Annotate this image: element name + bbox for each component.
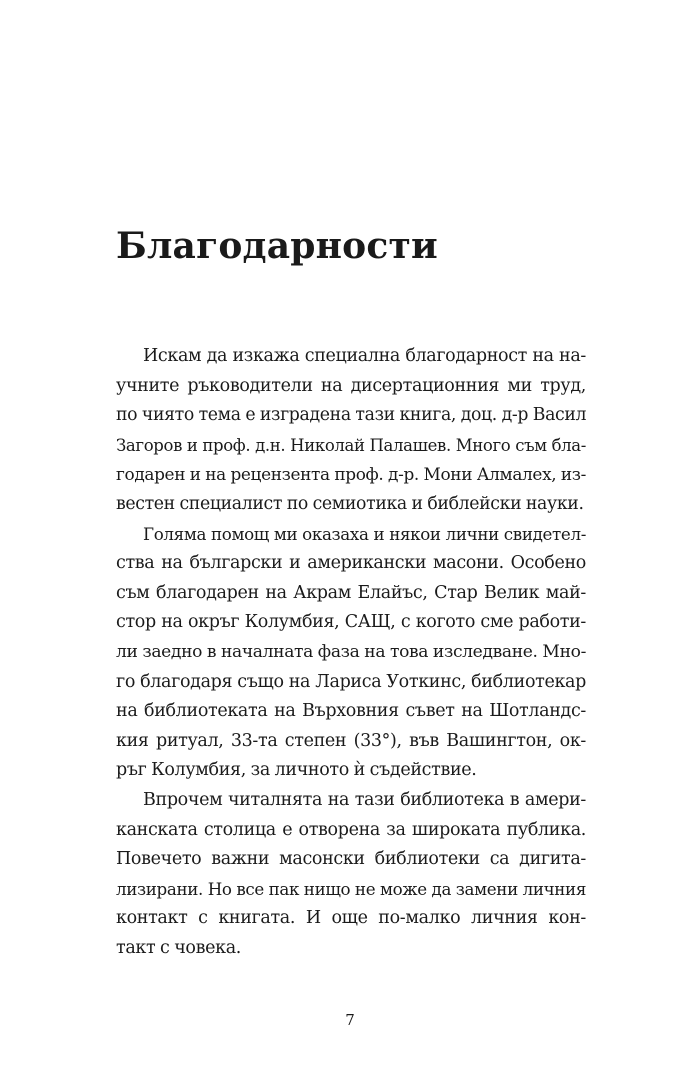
text-line: по чиято тема е изградена тази книга, доц. д-р Васил <box>116 405 587 426</box>
chapter-heading: Благодарности <box>116 225 438 267</box>
page-number: 7 <box>345 1011 355 1029</box>
text-line: Повечето важни масонски библиотеки са дигита- <box>116 849 586 870</box>
text-line: Впрочем читалнята на тази библиотека в амери- <box>143 789 586 810</box>
text-line: съм благодарен на Акрам Елайъс, Стар Велик май- <box>116 582 586 603</box>
text-line: стор на окръг Колумбия, САЩ, с когото сме работи- <box>116 612 586 633</box>
text-line: ли заедно в началната фаза на това изследване. Мно- <box>116 641 586 662</box>
text-line: Голяма помощ ми оказаха и някои лични свидетел- <box>143 523 586 544</box>
text-line: контакт с книгата. И още по-малко личния кон- <box>116 908 586 929</box>
text-line: Загоров и проф. д.н. Николай Палашев. Много съм бла- <box>116 435 586 455</box>
text-line: годарен и на рецензента проф. д-р. Мони Алмалех, из- <box>116 464 586 485</box>
text-line: го благодаря също на Лариса Уоткинс, библиотекар <box>116 671 586 692</box>
text-line: Искам да изкажа специална благодарност на на- <box>143 346 586 366</box>
acknowledgements-text <box>116 342 586 963</box>
text-line: лизирани. Но все пак нищо не може да замени личния <box>116 878 586 899</box>
text-line: на библиотеката на Върховния съвет на Шотландс- <box>116 701 586 722</box>
text-line: кия ритуал, 33-та степен (33°), във Вашингтон, ок- <box>116 730 586 751</box>
text-line: вестен специалист по семиотика и библейски науки. <box>116 493 584 514</box>
text-line: ства на български и американски масони. Особено <box>116 553 586 574</box>
text-line: учните ръководители на дисертационния ми труд, <box>116 375 586 396</box>
text-line: канската столица е отворена за широката публика. <box>116 819 586 840</box>
text-line: ръг Колумбия, за личното ѝ съдействие. <box>116 760 477 781</box>
text-line: такт с човека. <box>116 937 242 958</box>
